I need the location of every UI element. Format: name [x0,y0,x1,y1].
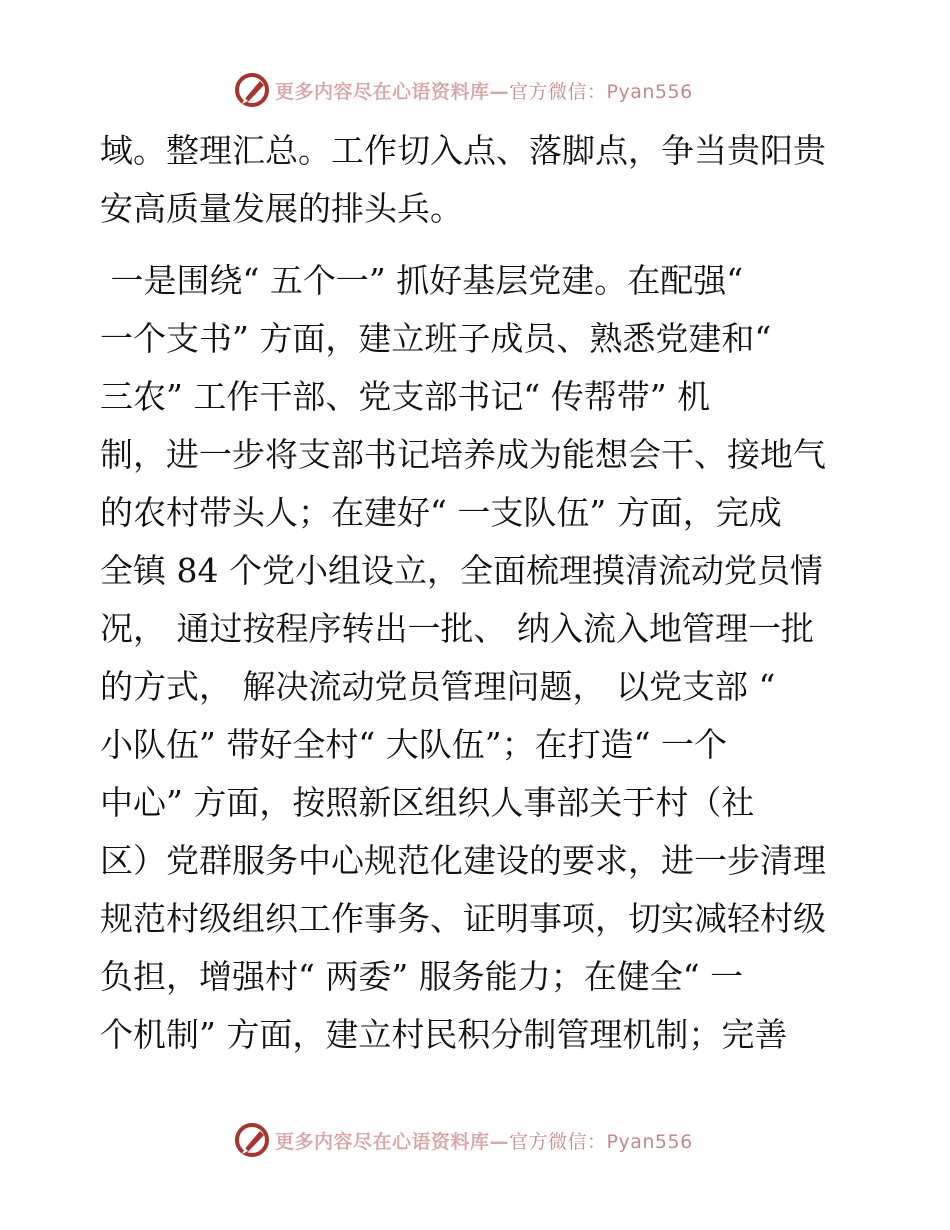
text-line: 安高质量发展的排头兵。 [100,189,463,228]
text-line: 一是围绕“ 五个一” 抓好基层党建。在配强“ [100,261,744,300]
header-watermark-banner [233,71,693,109]
paragraph-1 [100,122,860,238]
text-line: 中心” 方面，按照新区组织人事部关于村（社 [100,783,755,822]
footer-watermark-banner [233,1121,693,1159]
text-line: 小队伍” 带好全村“ 大队伍”；在打造“ 一个 [100,725,727,764]
text-line: 一个支书” 方面，建立班子成员、熟悉党建和“ [100,319,772,358]
pen-nib-logo-icon [233,71,271,109]
pen-nib-logo-icon [233,1121,271,1159]
text-line: 负担，增强村“ 两委” 服务能力；在健全“ 一 [100,957,744,996]
text-line: 规范村级组织工作事务、证明事项，切实减轻村级 [100,899,826,938]
text-line: 域。整理汇总。工作切入点、落脚点，争当贵阳贵 [100,131,826,170]
text-line: 全镇 84 个党小组设立，全面梳理摸清流动党员情 [100,551,823,590]
text-line: 制，进一步将支部书记培养成为能想会干、接地气 [100,435,826,474]
banner-text: 更多内容尽在心语资料库—官方微信：Pyan556 [275,1130,693,1153]
text-line: 况， 通过按程序转出一批、 纳入流入地管理一批 [100,609,814,648]
text-line: 区）党群服务中心规范化建设的要求，进一步清理 [100,841,826,880]
paragraph-gap [100,238,860,252]
text-line: 的方式， 解决流动党员管理问题， 以党支部 “ [100,667,776,706]
banner-wechat: 官方微信：Pyan556 [509,1130,693,1153]
banner-wechat: 官方微信：Pyan556 [509,80,693,103]
text-line: 个机制” 方面，建立村民积分制管理机制；完善 [100,1015,788,1054]
banner-text: 更多内容尽在心语资料库—官方微信：Pyan556 [275,80,693,103]
document-body [100,122,860,1064]
text-line: 三农” 工作干部、党支部书记“ 传帮带” 机 [100,377,711,416]
paragraph-2 [100,252,860,1064]
text-line: 的农村带头人；在建好“ 一支队伍” 方面，完成 [100,493,782,532]
